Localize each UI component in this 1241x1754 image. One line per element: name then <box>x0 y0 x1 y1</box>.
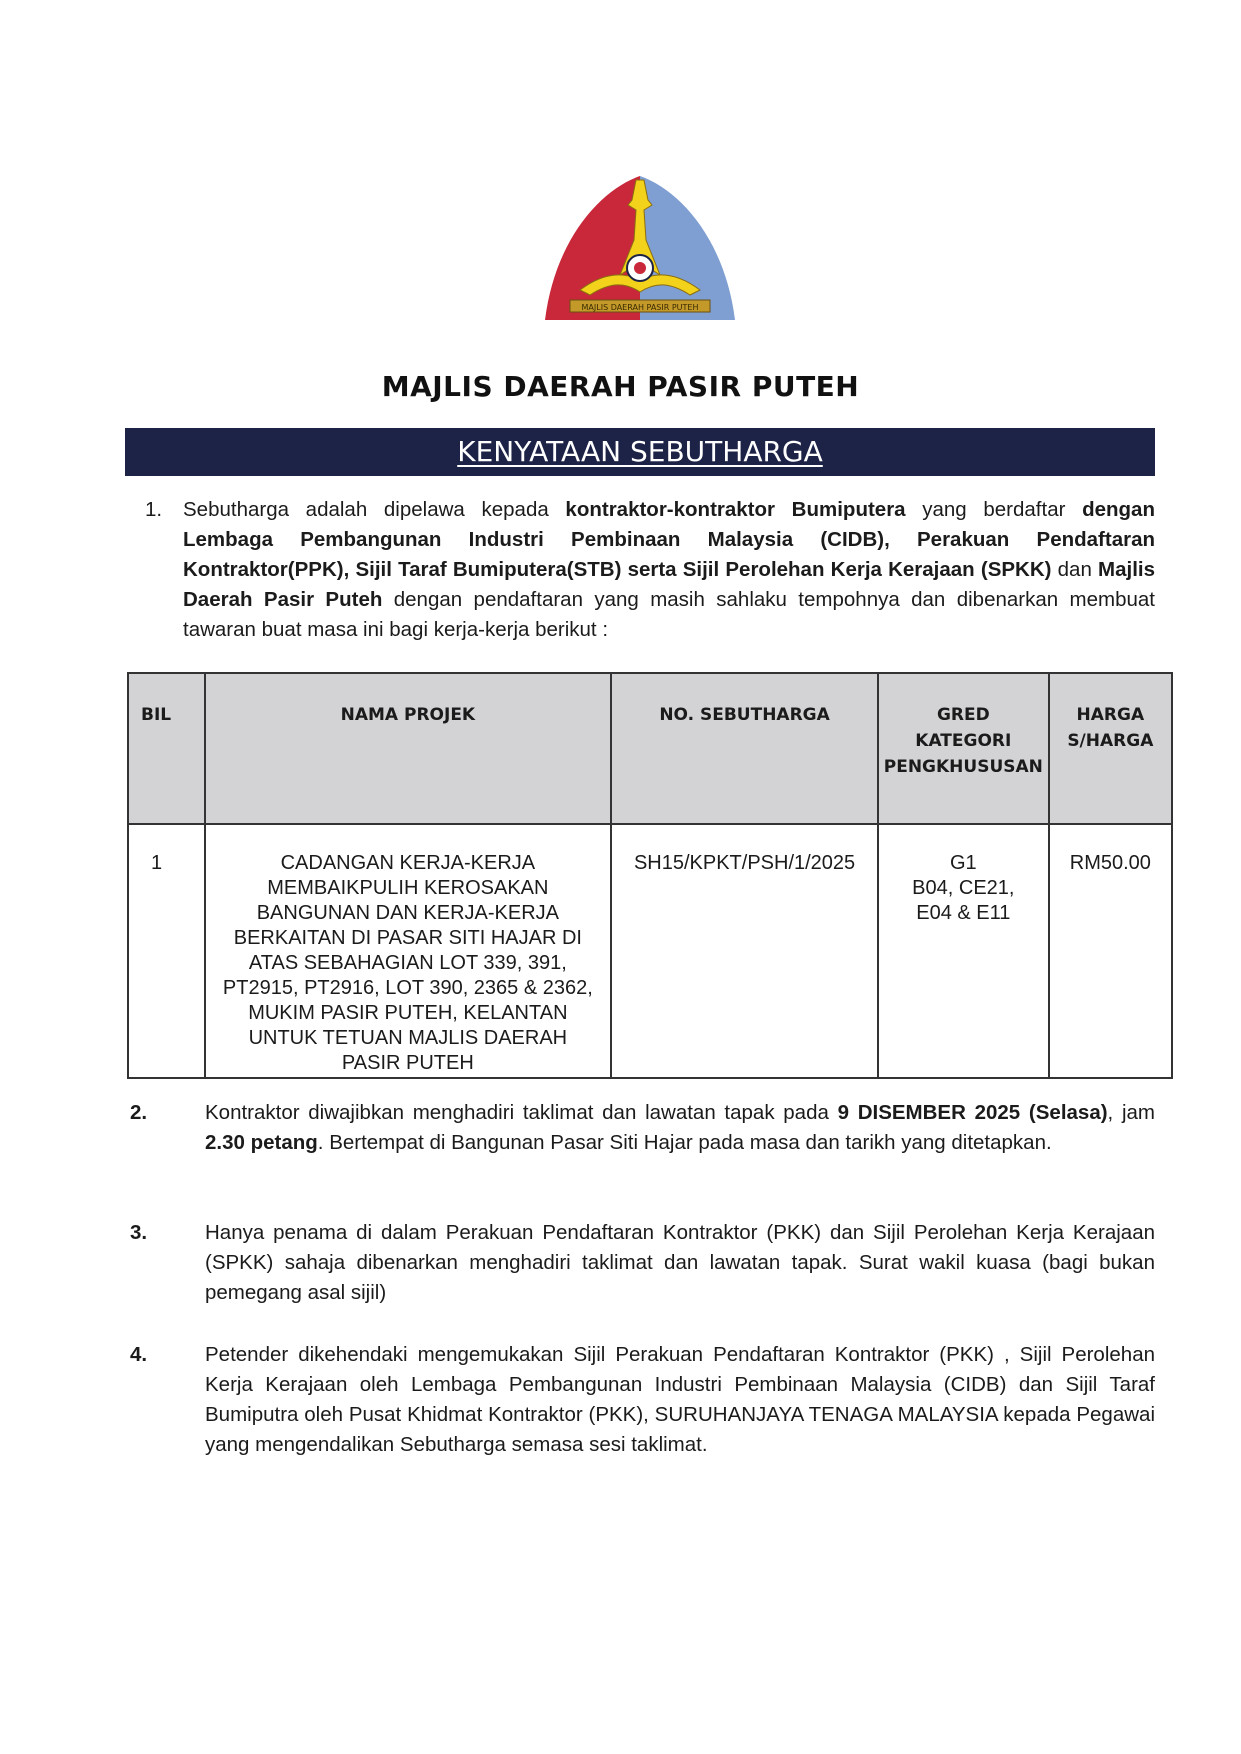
paragraph-4 <box>130 1340 1155 1460</box>
header-no-sebutharga: NO. SEBUTHARGA <box>611 673 878 824</box>
paragraph-number: 3. <box>130 1221 148 1244</box>
table-header-row <box>128 673 1172 824</box>
paragraph-1 <box>145 495 1155 645</box>
paragraph-text: Sebutharga adalah dipelawa kepada kontraktor-kontraktor Bumiputera yang berdaftar dengan Lembaga Pembangunan Industri Pembinaan Malaysia (CIDB), Perakuan Pendaftaran Kontraktor(PPK), Sijil Taraf Bumiputera(STB) serta Sijil Perolehan Kerja Kerajaan (SPKK) dan Majlis Daerah Pasir Puteh dengan pendaftaran yang masih sahlaku tempohnya dan dibenarkan membuat tawaran buat masa ini bagi kerja-kerja berikut : <box>183 498 1155 641</box>
header-bil: BIL <box>128 673 205 824</box>
cell-no-sebutharga: SH15/KPKT/PSH/1/2025 <box>611 824 878 1078</box>
paragraph-2 <box>130 1098 1155 1158</box>
notice-banner <box>125 428 1155 476</box>
paragraph-text: Kontraktor diwajibkan menghadiri taklimat dan lawatan tapak pada 9 DISEMBER 2025 (Selasa), jam 2.30 petang. Bertempat di Bangunan Pasar Siti Hajar pada masa dan tarikh yang ditetapkan. <box>205 1101 1155 1154</box>
cell-harga: RM50.00 <box>1049 824 1172 1078</box>
paragraph-text: Petender dikehendaki mengemukakan Sijil Perakuan Pendaftaran Kontraktor (PKK) , Sijil Perolehan Kerja Kerajaan oleh Lembaga Pembangunan Industri Pembinaan Malaysia (CIDB) dan Sijil Taraf Bumiputra oleh Pusat Khidmat Kontraktor (PKK), SURUHANJAYA TENAGA MALAYSIA kepada Pegawai yang mengendalikan Sebutharga semasa sesi taklimat. <box>205 1343 1155 1456</box>
header-gred: GRED KATEGORI PENGKHUSUSAN <box>878 673 1049 824</box>
organisation-title: MAJLIS DAERAH PASIR PUTEH <box>381 370 860 403</box>
header-harga: HARGA S/HARGA <box>1049 673 1172 824</box>
cell-gred: G1 B04, CE21, E04 & E11 <box>878 824 1049 1078</box>
header-nama-projek: NAMA PROJEK <box>205 673 612 824</box>
cell-nama-projek: CADANGAN KERJA-KERJA MEMBAIKPULIH KEROSAKAN BANGUNAN DAN KERJA-KERJA BERKAITAN DI PASAR SITI HAJAR DI ATAS SEBAHAGIAN LOT 339, 391, PT2915, PT2916, LOT 390, 2365 & 2362, MUKIM PASIR PUTEH, KELANTAN UNTUK TETUAN MAJLIS DAERAH PASIR PUTEH <box>205 824 612 1078</box>
logo-ribbon-text: MAJLIS DAERAH PASIR PUTEH <box>581 303 699 312</box>
paragraph-number: 1. <box>145 498 163 521</box>
tender-table <box>127 672 1173 1079</box>
paragraph-number: 2. <box>130 1101 148 1124</box>
notice-title: KENYATAAN SEBUTHARGA <box>457 435 823 468</box>
council-crest-logo <box>540 170 740 330</box>
paragraph-3 <box>130 1218 1155 1308</box>
paragraph-text: Hanya penama di dalam Perakuan Pendaftaran Kontraktor (PKK) dan Sijil Perolehan Kerja Kerajaan (SPKK) sahaja dibenarkan menghadiri taklimat dan lawatan tapak. Surat wakil kuasa (bagi bukan pemegang asal sijil) <box>205 1221 1155 1304</box>
paragraph-number: 4. <box>130 1343 148 1366</box>
cell-bil: 1 <box>128 824 205 1078</box>
table-row <box>128 824 1172 1078</box>
